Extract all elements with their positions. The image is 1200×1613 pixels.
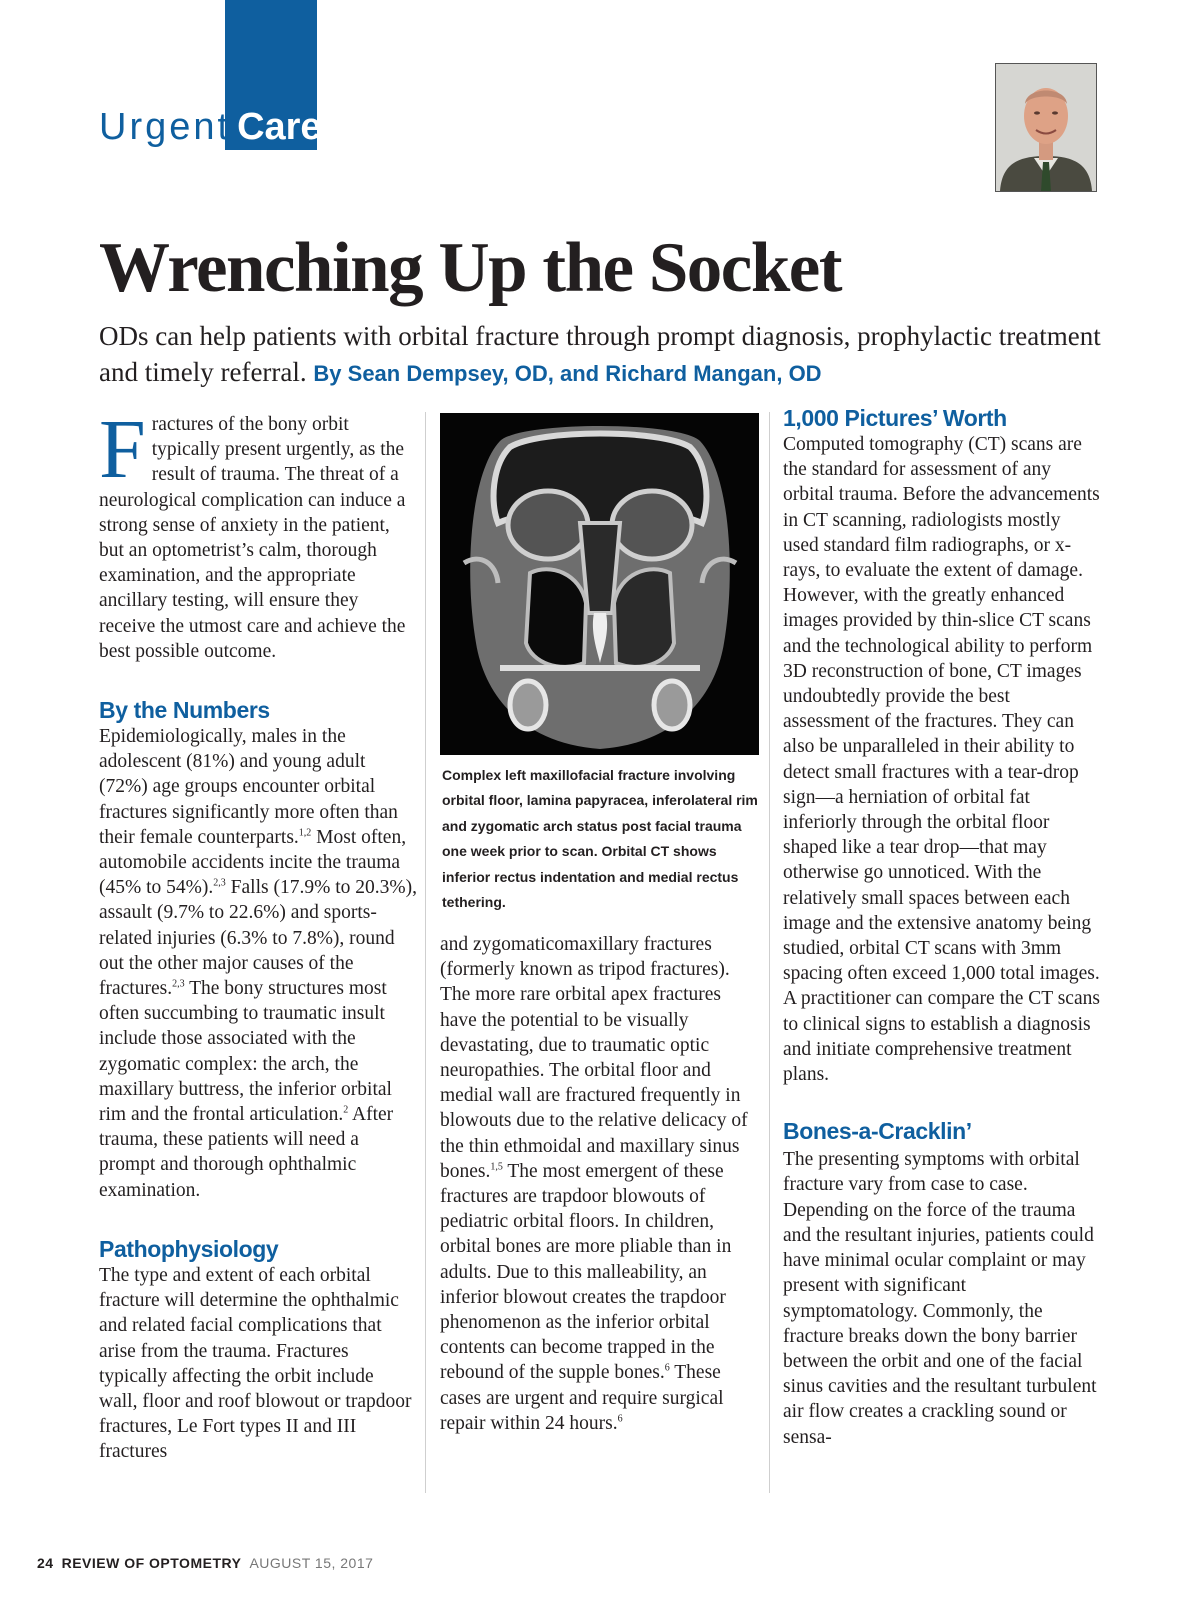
reference: 1,5 [490, 1161, 503, 1173]
reference: 2 [343, 1104, 349, 1116]
subhead-by-the-numbers: By the Numbers [99, 697, 270, 724]
column-2 [440, 932, 758, 1436]
section-label-light: Urgent [99, 106, 232, 148]
issue-date: AUGUST 15, 2017 [249, 1555, 374, 1571]
section-label [99, 102, 322, 152]
reference: 2,3 [213, 877, 226, 889]
column-2-paragraph [440, 932, 758, 1436]
column-3-heading-wrap [783, 404, 1101, 432]
body-text: Most often, automobile accidents incite the trauma (45% to 54%). [99, 826, 407, 899]
ct-scan-graphic [440, 413, 759, 755]
column-rule [425, 412, 426, 1493]
page-footer [37, 1555, 373, 1571]
reference: 2,3 [172, 978, 185, 990]
pathophysiology-paragraph: The type and extent of each orbital fracture will determine the ophthalmic and related facial complications that arise from the trauma. Fractures typically affecting the orbit include wall, floor and roof blowout or trapdoor fractures, Le Fort types II and III fractures [99, 1264, 412, 1463]
ct-scan-image [440, 413, 759, 755]
deck [99, 318, 1109, 392]
body-text: Falls (17.9% to 20.3%), assault (9.7% to 22.6%) and sports-related injuries (6.3% to 7.8%), round out the other major causes of the fractures. [99, 877, 417, 1000]
pictures-worth-paragraph: Computed tomography (CT) scans are the standard for assessment of any orbital trauma. Before the advancements in CT scanning, radiologists mostly used standard film radiographs, or x-rays, to evaluate the extent of damage. However, with the greatly enhanced images provided by thin-slice CT scans and the technological ability to perform 3D reconstruction of bone, CT images undoubtedly provide the best assessment of the fractures. They can also be unparalleled in their ability to detect small fractures with a tear-drop sign—a herniation of orbital fat inferiorly through the orbital floor shaped like a tear drop—that may otherwise go unnoticed. With the relatively small spaces between each image and the extensive anatomy being studied, orbital CT scans with 3mm spacing often exceed 1,000 total images. A practitioner can compare the CT scans to clinical signs to establish a diagnosis and initiate comprehensive treatment plans. [783, 434, 1100, 1086]
body-text: After trauma, these patients will need a prompt and thorough ophthalmic examination. [99, 1104, 394, 1201]
bones-cracklin-paragraph: The presenting symptoms with orbital fracture vary from case to case. Depending on the force of the trauma and the resultant injuries, patients could have minimal ocular complaint or may present with significant symptomatology. Commonly, the fracture breaks down the bony barrier between the orbit and one of the facial sinus cavities and the resultant turbulent air flow creates a crackling sound or sensa- [783, 1149, 1097, 1448]
author-photo [995, 63, 1097, 192]
column-3 [783, 432, 1101, 1450]
body-text: These cases are urgent and require surgical repair within 24 hours. [440, 1362, 724, 1434]
byline: By Sean Dempsey, OD, and Richard Mangan, OD [313, 361, 822, 386]
body-text: Epidemiologically, males in the adolescent (81%) and young adult (72%) age groups encounter orbital fractures significantly more often than their female counterparts. [99, 726, 398, 848]
drop-cap: F [99, 403, 146, 496]
intro-text: ractures of the bony orbit typically present urgently, as the result of trauma. The threat of a neurological complication can induce a strong sense of anxiety in the patient, but an optometrist’s calm, thorough examination, and the appropriate ancillary testing, will ensure they receive the utmost care and achieve the best possible outcome. [99, 414, 406, 662]
subhead-pictures-worth: 1,000 Pictures’ Worth [783, 405, 1007, 431]
reference: 6 [617, 1413, 623, 1425]
headline: Wrenching Up the Socket [99, 229, 841, 307]
body-text: The most emergent of these fractures are trapdoor blowouts of pediatric orbital floors. In children, orbital bones are more pliable than in adults. Due to this malleability, an inferior blowout creates the trapdoor phenomenon as the inferior orbital contents can become trapped in the rebound of the supple bones. [440, 1160, 732, 1384]
page-number: 24 [37, 1555, 54, 1571]
reference: 1,2 [298, 827, 312, 839]
publication-name: REVIEW OF OPTOMETRY [61, 1555, 242, 1571]
subhead-pathophysiology: Pathophysiology [99, 1235, 279, 1262]
figure-caption: Complex left maxillofacial fracture involving orbital floor, lamina papyracea, inferolateral rim and zygomatic arch status post facial trauma one week prior to scan. Orbital CT shows inferior rectus indentation and medial rectus tethering. [442, 767, 758, 911]
section-label-bold: Care [237, 106, 322, 148]
by-the-numbers-paragraph [99, 724, 417, 1203]
body-text: and zygomaticomaxillary fractures (formerly known as tripod fractures). The more rare orbital apex fractures have the potential to be visually devastating, due to traumatic optic neuropathies. The orbital floor and medial wall are fractured frequently in blowouts due to the relative delicacy of the thin ethmoidal and maxillary sinus bones. [440, 934, 748, 1182]
reference: 6 [664, 1362, 670, 1374]
intro-paragraph [99, 403, 417, 664]
column-rule [769, 412, 770, 1493]
subhead-bones-a-cracklin: Bones-a-Cracklin’ [783, 1118, 972, 1145]
author-portrait-image [996, 64, 1096, 191]
column-1 [99, 403, 417, 1465]
deck-text: ODs can help patients with orbital fracture through prompt diagnosis, prophylactic treatment and timely referral. [99, 321, 1101, 387]
body-text: The bony structures most often succumbing to traumatic insult include those associated with the zygomatic complex: the arch, the maxillary buttress, the inferior orbital rim and the frontal articulation. [99, 978, 392, 1126]
